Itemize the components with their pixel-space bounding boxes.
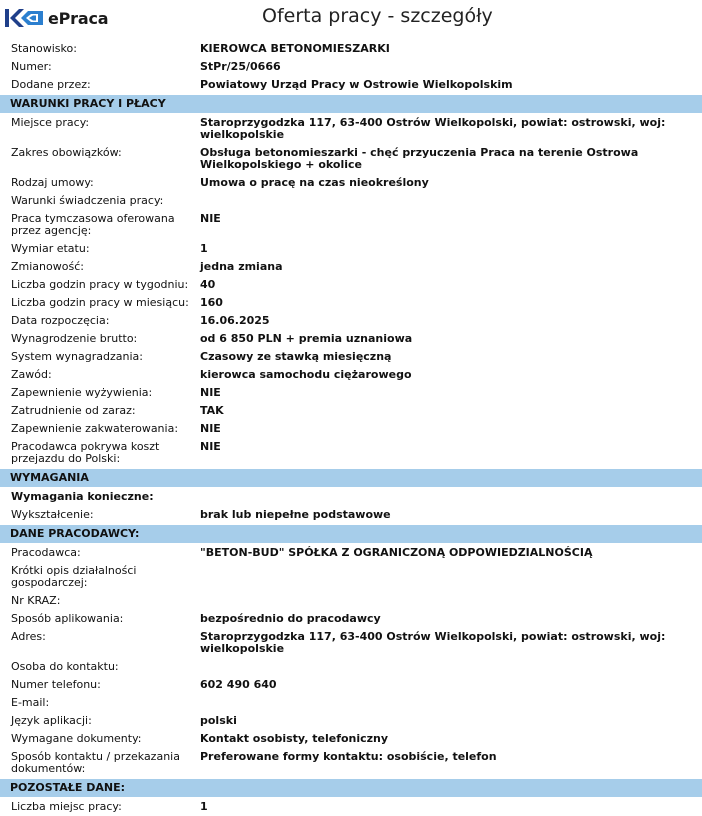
field-label: Zakres obowiązków: xyxy=(11,146,122,159)
field-label: Język aplikacji: xyxy=(11,714,92,727)
field-label: Data rozpoczęcia: xyxy=(11,314,110,327)
field-row xyxy=(0,348,702,366)
logo-text: ePraca xyxy=(48,8,109,28)
field-value: Powiatowy Urząd Pracy w Ostrowie Wielkopolskim xyxy=(200,78,513,91)
field-value xyxy=(200,658,702,664)
wymagania-subtitle: Wymagania konieczne: xyxy=(11,490,154,503)
field-label: Sposób aplikowania: xyxy=(11,612,124,625)
field-value xyxy=(200,694,702,700)
field-value: NIE xyxy=(200,386,221,399)
field-row xyxy=(0,562,702,592)
top-fields xyxy=(0,40,702,94)
field-label: Liczba godzin pracy w tygodniu: xyxy=(11,278,189,291)
field-row xyxy=(0,694,702,712)
field-value xyxy=(200,592,702,598)
field-value: "BETON-BUD" SPÓŁKA Z OGRANICZONĄ ODPOWIEDZIALNOŚCIĄ xyxy=(200,546,593,559)
field-row xyxy=(0,592,702,610)
page-title: Oferta pracy - szczegóły xyxy=(262,5,493,27)
field-label: Zawód: xyxy=(11,368,52,381)
field-row xyxy=(0,506,702,524)
field-row xyxy=(0,676,702,694)
pozostale-fields xyxy=(0,798,702,816)
field-row xyxy=(0,610,702,628)
field-value: jedna zmiana xyxy=(200,260,283,273)
field-value: Umowa o pracę na czas nieokreślony xyxy=(200,176,429,189)
field-value: od 6 850 PLN + premia uznaniowa xyxy=(200,332,413,345)
field-label: Wynagrodzenie brutto: xyxy=(11,332,138,345)
field-value: Obsługa betonomieszarki - chęć przyuczenia Praca na terenie Ostrowa Wielkopolskiego + okolice xyxy=(200,146,639,171)
field-label: Krótki opis działalności gospodarczej: xyxy=(11,564,137,589)
field-row xyxy=(0,402,702,420)
field-value: bezpośrednio do pracodawcy xyxy=(200,612,381,625)
field-row xyxy=(0,76,702,94)
field-label: Zapewnienie zakwaterowania: xyxy=(11,422,179,435)
field-row xyxy=(0,438,702,468)
field-row xyxy=(0,144,702,174)
field-row xyxy=(0,420,702,438)
field-value: 1 xyxy=(200,242,208,255)
field-value: NIE xyxy=(200,440,221,453)
epraca-logo[interactable] xyxy=(4,6,108,30)
field-label: Zmianowość: xyxy=(11,260,84,273)
field-row xyxy=(0,240,702,258)
field-row xyxy=(0,366,702,384)
field-row xyxy=(0,40,702,58)
page-header xyxy=(0,0,702,36)
field-row xyxy=(0,258,702,276)
pracodawca-fields xyxy=(0,544,702,778)
field-value xyxy=(200,192,702,198)
field-row xyxy=(0,210,702,240)
field-value: brak lub niepełne podstawowe xyxy=(200,508,391,521)
field-row xyxy=(0,276,702,294)
field-label: Numer: xyxy=(11,60,52,73)
field-label: Pracodawca pokrywa koszt przejazdu do Polski: xyxy=(11,440,160,465)
section-warunki: WARUNKI PRACY I PŁACY xyxy=(0,95,702,113)
field-value: TAK xyxy=(200,404,224,417)
field-label: Zapewnienie wyżywienia: xyxy=(11,386,153,399)
field-label: Wymiar etatu: xyxy=(11,242,90,255)
offer-details xyxy=(0,40,702,816)
field-row xyxy=(0,748,702,778)
field-value: Kontakt osobisty, telefoniczny xyxy=(200,732,389,745)
field-row xyxy=(0,114,702,144)
field-value: 602 490 640 xyxy=(200,678,277,691)
field-value: 1 xyxy=(200,800,208,813)
field-row xyxy=(0,192,702,210)
field-label: Numer telefonu: xyxy=(11,678,101,691)
field-label: Wykształcenie: xyxy=(11,508,94,521)
field-row xyxy=(0,174,702,192)
field-row xyxy=(0,384,702,402)
field-value: NIE xyxy=(200,422,221,435)
field-value: Preferowane formy kontaktu: osobiście, telefon xyxy=(200,750,497,763)
field-value: StPr/25/0666 xyxy=(200,60,281,73)
field-row xyxy=(0,730,702,748)
epraca-logo-icon xyxy=(4,7,44,29)
field-value: Staroprzygodzka 117, 63-400 Ostrów Wielkopolski, powiat: ostrowski, woj: wielkopolskie xyxy=(200,630,666,655)
field-value xyxy=(200,562,702,568)
field-value: 40 xyxy=(200,278,216,291)
field-value: 16.06.2025 xyxy=(200,314,270,327)
field-value: Czasowy ze stawką miesięczną xyxy=(200,350,392,363)
field-row xyxy=(0,312,702,330)
field-label: Adres: xyxy=(11,630,46,643)
field-value: 160 xyxy=(200,296,223,309)
field-label: Stanowisko: xyxy=(11,42,77,55)
field-label: Rodzaj umowy: xyxy=(11,176,94,189)
field-value: polski xyxy=(200,714,237,727)
field-row xyxy=(0,798,702,816)
field-label: Wymagane dokumenty: xyxy=(11,732,142,745)
field-row xyxy=(0,330,702,348)
field-value: NIE xyxy=(200,212,221,225)
wymagania-fields xyxy=(0,506,702,524)
field-row xyxy=(0,658,702,676)
field-label: E-mail: xyxy=(11,696,50,709)
field-label: Miejsce pracy: xyxy=(11,116,90,129)
field-label: Sposób kontaktu / przekazania dokumentów: xyxy=(11,750,180,775)
field-row xyxy=(0,544,702,562)
field-label: Osoba do kontaktu: xyxy=(11,660,119,673)
field-label: Praca tymczasowa oferowana przez agencję: xyxy=(11,212,175,237)
field-value: KIEROWCA BETONOMIESZARKI xyxy=(200,42,390,55)
field-label: Dodane przez: xyxy=(11,78,91,91)
field-value: kierowca samochodu ciężarowego xyxy=(200,368,412,381)
field-label: Nr KRAZ: xyxy=(11,594,61,607)
section-pracodawca: DANE PRACODAWCY: xyxy=(0,525,702,543)
field-value: Staroprzygodzka 117, 63-400 Ostrów Wielkopolski, powiat: ostrowski, woj: wielkopolskie xyxy=(200,116,666,141)
section-wymagania: WYMAGANIA xyxy=(0,469,702,487)
warunki-fields xyxy=(0,114,702,468)
field-row xyxy=(0,628,702,658)
field-label: Liczba godzin pracy w miesiącu: xyxy=(11,296,189,309)
field-label: Pracodawca: xyxy=(11,546,81,559)
field-label: Liczba miejsc pracy: xyxy=(11,800,122,813)
section-pozostale: POZOSTAŁE DANE: xyxy=(0,779,702,797)
field-row xyxy=(0,294,702,312)
field-label: Zatrudnienie od zaraz: xyxy=(11,404,136,417)
field-label: Warunki świadczenia pracy: xyxy=(11,194,164,207)
field-label: System wynagradzania: xyxy=(11,350,143,363)
field-row xyxy=(0,58,702,76)
field-row xyxy=(0,712,702,730)
